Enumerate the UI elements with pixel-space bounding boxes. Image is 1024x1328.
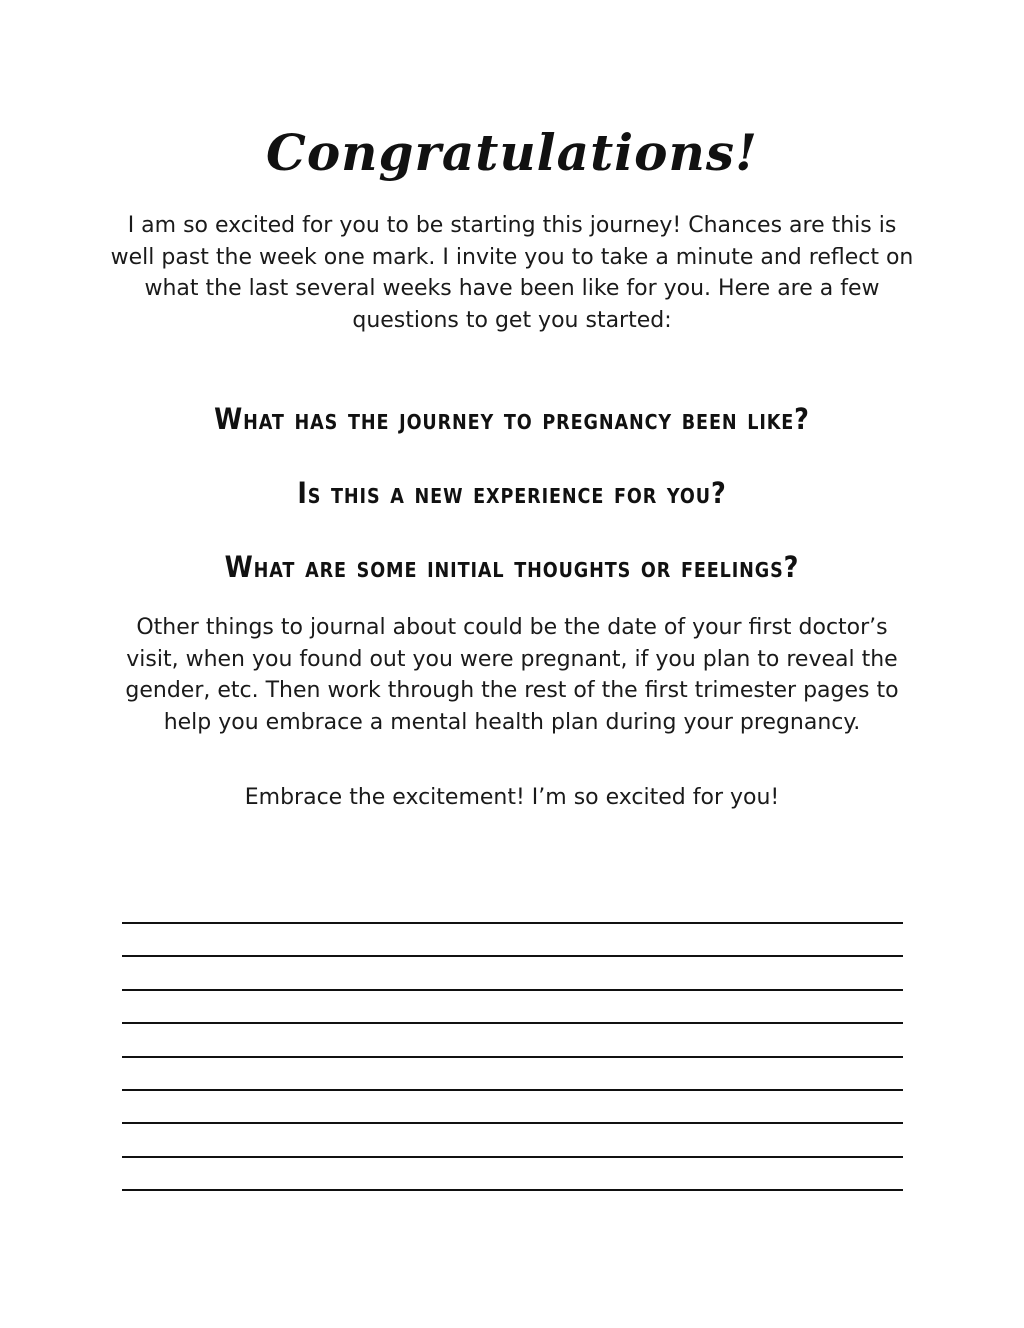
writing-line[interactable] — [122, 955, 903, 957]
page-title: Congratulations! — [266, 123, 758, 182]
journal-prompts-paragraph: Other things to journal about could be the date of your first doctor’s visit, when you found out you were pregnant, if you plan to reveal the gender, etc. Then work through the rest of the first trimester pages to help you embrace a mental health plan during your pregnancy. — [125, 615, 899, 735]
writing-line[interactable] — [122, 1022, 903, 1024]
writing-line[interactable] — [122, 1189, 903, 1191]
writing-line[interactable] — [122, 1056, 903, 1058]
writing-line[interactable] — [122, 922, 903, 924]
writing-line[interactable] — [122, 1122, 903, 1124]
intro-paragraph: I am so excited for you to be starting this journey! Chances are this is well past the week one mark. I invite you to take a minute and reflect on what the last several weeks have been like for you. Here are a few questions to get you started: — [110, 213, 914, 333]
writing-line[interactable] — [122, 1089, 903, 1091]
writing-line[interactable] — [122, 1156, 903, 1158]
journal-question-2: Is this a new experience for you? — [297, 476, 727, 510]
journal-question-3: What are some initial thoughts or feelings? — [224, 550, 800, 584]
writing-line[interactable] — [122, 989, 903, 991]
journal-question-1: What has the journey to pregnancy been like? — [214, 402, 810, 436]
closing-line: Embrace the excitement! I’m so excited for you! — [244, 785, 780, 810]
